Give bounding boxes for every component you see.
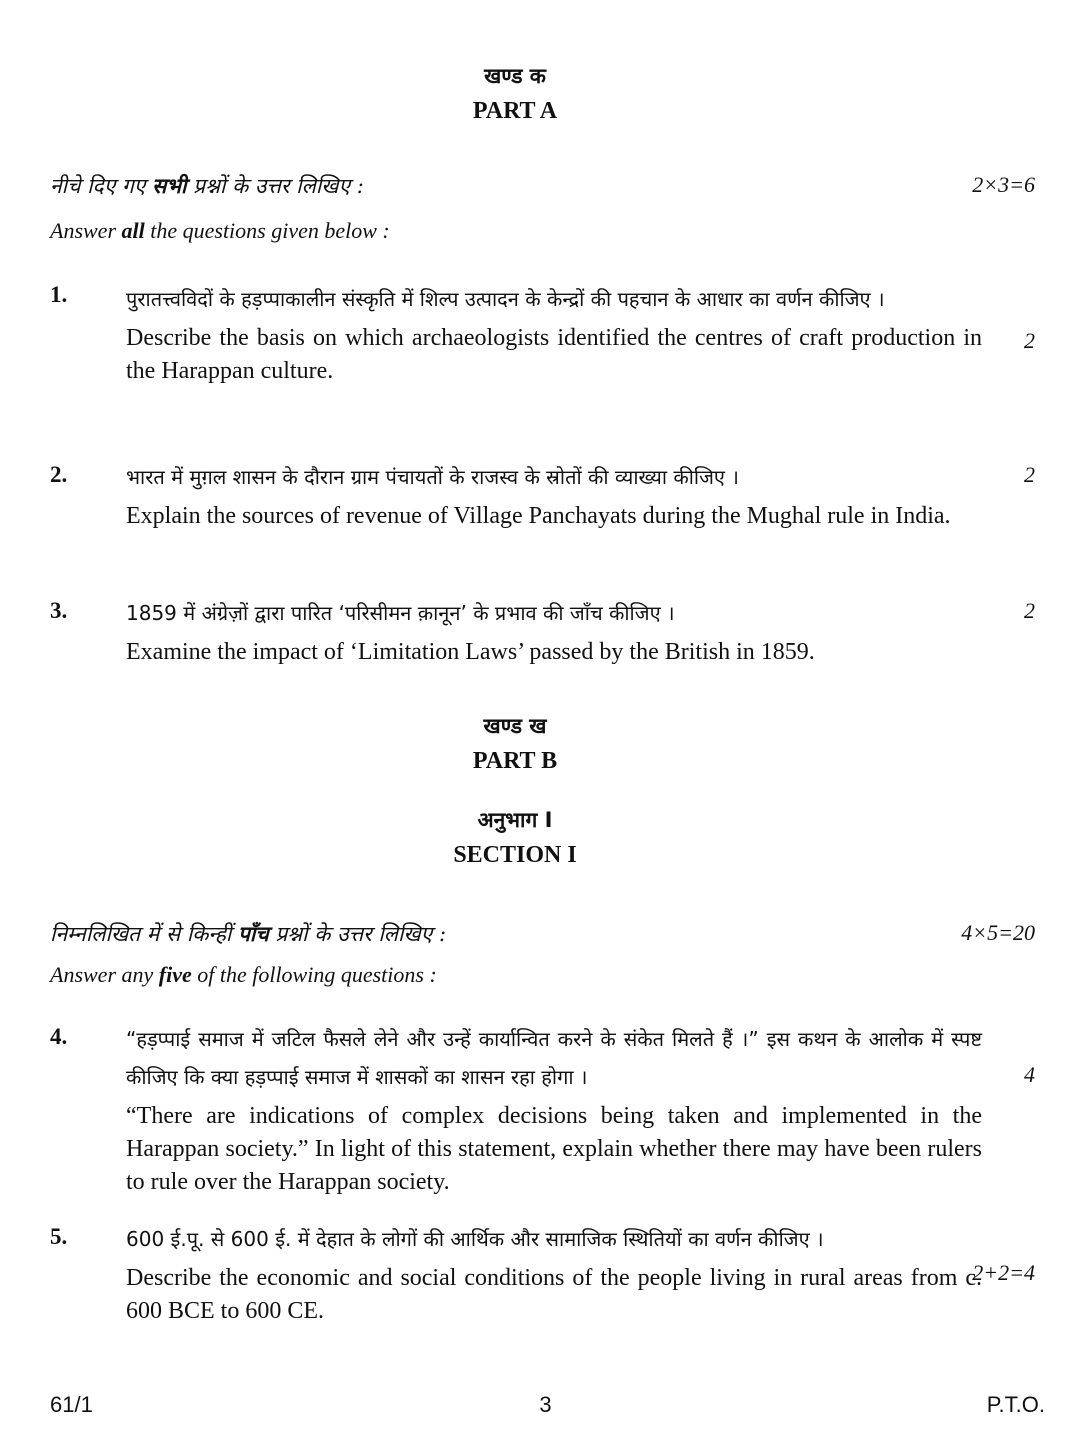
question-text-english: Describe the economic and social conditions of the people living in rural areas from c. 600 BCE to 600 CE.	[126, 1265, 982, 1324]
question-number: 3.	[50, 598, 68, 623]
question-text-hindi: 1859 में अंग्रेज़ों द्वारा पारित ‘परिसीमन क़ानून’ के प्रभाव की जाँच कीजिए ।	[126, 601, 675, 625]
part-b-heading-hindi: खण्ड ख	[483, 714, 547, 738]
part-b-instruction-hindi	[50, 920, 446, 948]
question-text-hindi: 600 ई.पू. से 600 ई. में देहात के लोगों की आर्थिक और सामाजिक स्थितियों का वर्णन कीजिए ।	[126, 1227, 824, 1251]
question-number: 5.	[50, 1224, 68, 1249]
instruction-emphasis: all	[121, 218, 145, 243]
question-marks: 2+2=4	[972, 1260, 1035, 1285]
question-marks: 2	[1024, 462, 1035, 487]
part-b-marks: 4×5=20	[961, 920, 1035, 945]
question-marks: 2	[1024, 328, 1035, 353]
question-body	[126, 280, 982, 388]
instruction-text: Answer any	[50, 962, 159, 987]
question-text-hindi: “हड़प्पाई समाज में जटिल फैसले लेने और उन्हें कार्यान्वित करने के संकेत मिलते हैं ।” इस कथन के आलोक में स्पष्ट कीजिए कि क्या हड़प्पाई समाज में शासकों का शासन रहा होगा ।	[126, 1027, 982, 1089]
instruction-emphasis: सभी	[152, 173, 187, 198]
instruction-emphasis: five	[158, 962, 192, 987]
question-text-english: Examine the impact of ‘Limitation Laws’ passed by the British in 1859.	[126, 639, 815, 665]
part-a-heading-hindi: खण्ड क	[484, 64, 546, 88]
part-b-instruction-english	[50, 962, 437, 988]
instruction-text: of the following questions :	[191, 962, 437, 987]
question-text-english: “There are indications of complex decisions being taken and implemented in the Harappan society.” In light of this statement, explain whether there may have been rulers to rule over the Harappan society.	[126, 1103, 982, 1195]
please-turn-over: P.T.O.	[986, 1392, 1045, 1417]
question-number: 4.	[50, 1024, 68, 1049]
part-a-instruction-english	[50, 218, 390, 244]
instruction-emphasis: पाँच	[237, 921, 269, 946]
part-a-marks: 2×3=6	[972, 172, 1035, 197]
question-body	[126, 594, 982, 669]
part-a-heading: PART A	[472, 98, 558, 124]
section-1-heading-hindi: अनुभाग I	[477, 808, 553, 832]
question-number: 2.	[50, 462, 68, 487]
question-body	[126, 1020, 982, 1199]
question-body	[126, 458, 982, 533]
question-text-hindi: भारत में मुग़ल शासन के दौरान ग्राम पंचायतों के राजस्व के स्रोतों की व्याख्या कीजिए ।	[126, 465, 739, 489]
instruction-text: प्रश्नों के उत्तर लिखिए :	[186, 174, 364, 198]
question-marks: 4	[1024, 1062, 1035, 1087]
part-a-instruction-hindi	[50, 172, 364, 200]
question-number: 1.	[50, 282, 68, 307]
question-text-english: Describe the basis on which archaeologists identified the centres of craft production in the Harappan culture.	[126, 325, 982, 384]
question-text-hindi: पुरातत्त्वविदों के हड़प्पाकालीन संस्कृति में शिल्प उत्पादन के केन्द्रों की पहचान के आधार का वर्णन कीजिए ।	[126, 287, 885, 311]
part-b-heading: PART B	[472, 748, 558, 774]
page-number: 3	[539, 1392, 552, 1417]
question-marks: 2	[1024, 598, 1035, 623]
instruction-text: the questions given below :	[144, 218, 390, 243]
section-1-heading: SECTION I	[453, 842, 577, 868]
instruction-text: निम्नलिखित में से किन्हीं	[50, 922, 238, 946]
instruction-text: प्रश्नों के उत्तर लिखिए :	[268, 922, 447, 946]
question-text-english: Explain the sources of revenue of Village Panchayats during the Mughal rule in India.	[126, 503, 951, 529]
paper-code: 61/1	[50, 1392, 93, 1417]
instruction-text: Answer	[50, 218, 122, 243]
question-body	[126, 1220, 982, 1328]
instruction-text: नीचे दिए गए	[50, 174, 153, 198]
